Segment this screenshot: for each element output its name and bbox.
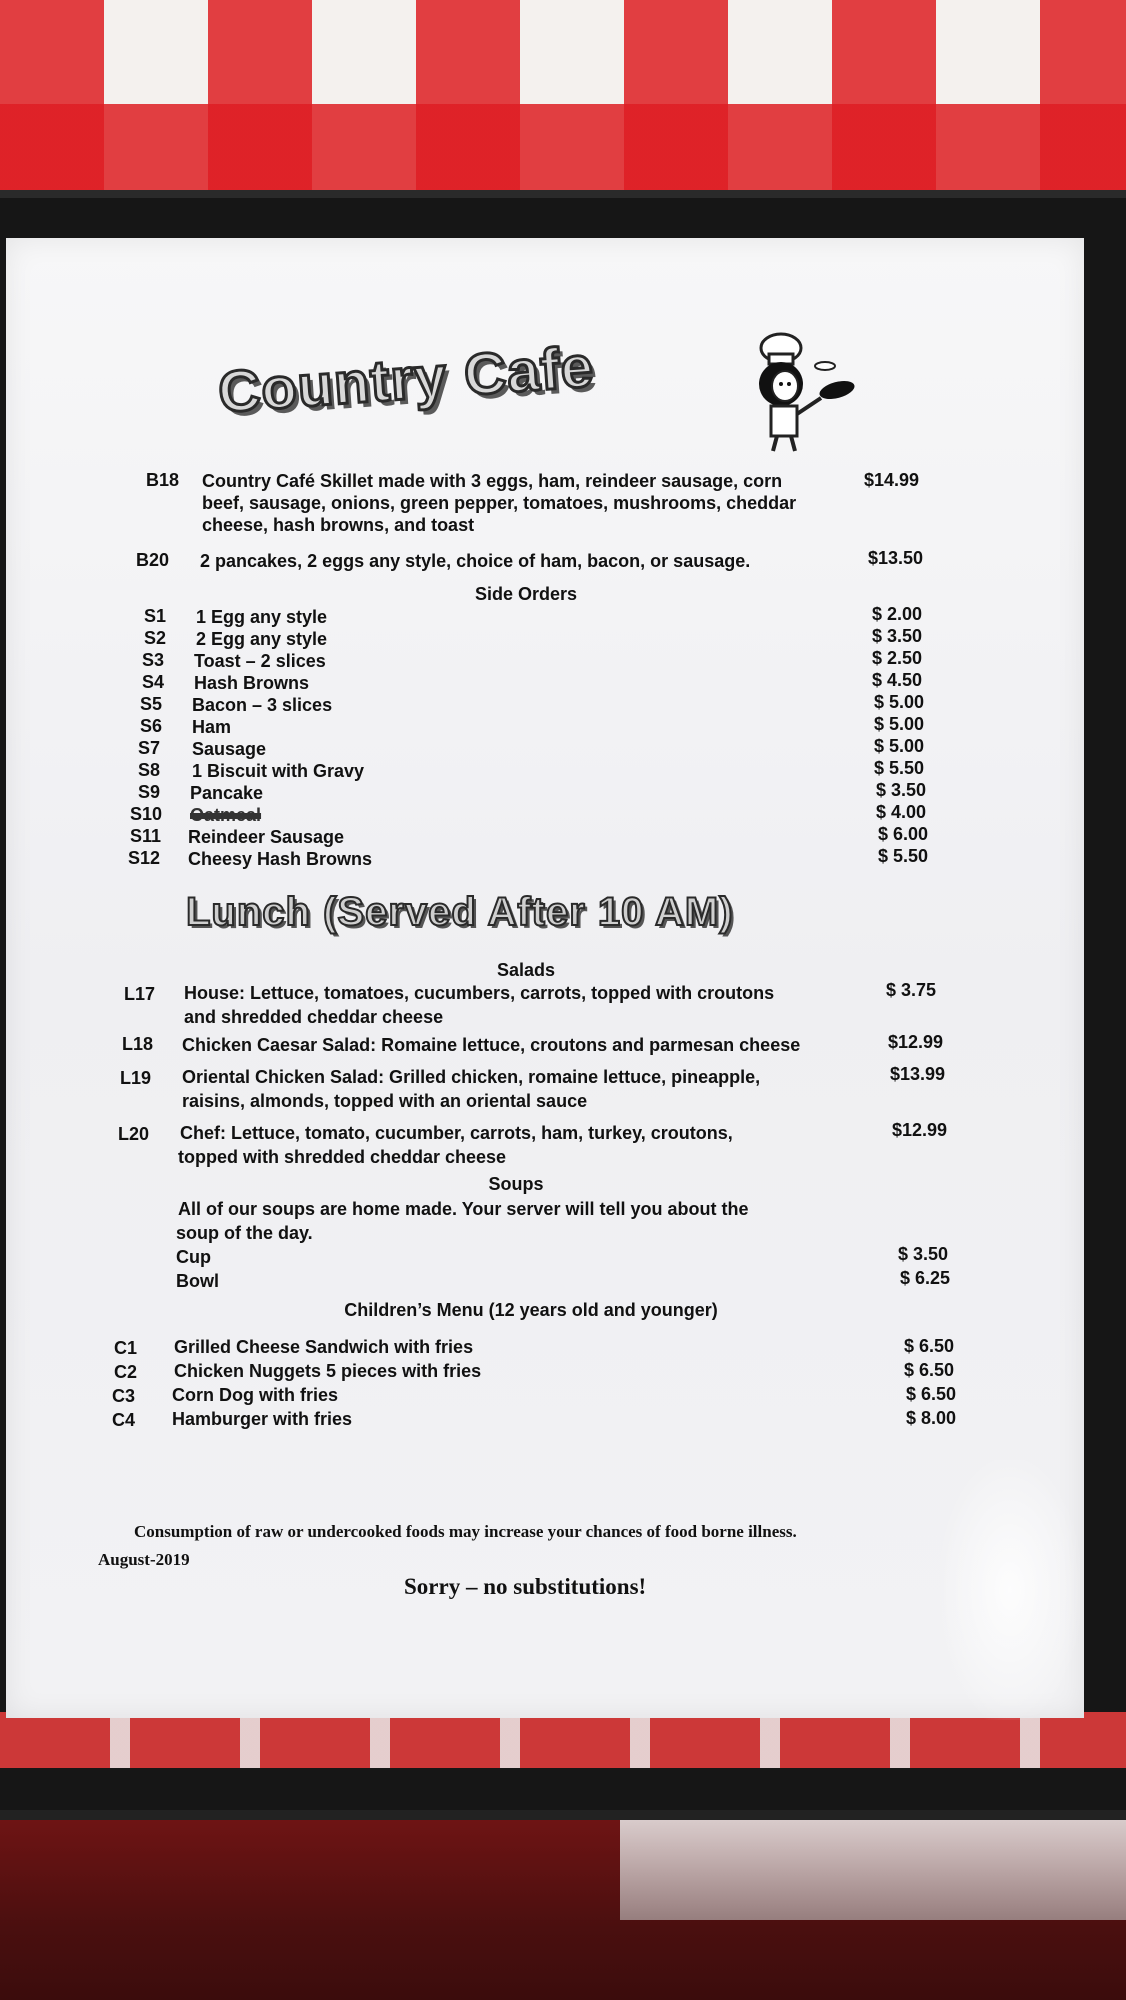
item-code-b18: B18 (146, 470, 180, 490)
salad-price-l20: $12.99 (892, 1120, 948, 1140)
salad-price-l17: $ 3.75 (886, 980, 937, 1000)
salad-code-l17: L17 (124, 984, 156, 1004)
side-price: $ 3.50 (876, 780, 927, 800)
side-price: $ 5.00 (874, 714, 925, 734)
item-price-b20: $13.50 (868, 548, 924, 568)
side-price: $ 6.00 (878, 824, 929, 844)
side-price: $ 2.50 (872, 648, 923, 668)
side-code: S12 (128, 848, 161, 868)
child-price: $ 6.50 (906, 1384, 957, 1404)
menu-date: August-2019 (98, 1550, 190, 1569)
salad-desc-l20-line1: Chef: Lettuce, tomato, cucumber, carrots, ham, turkey, croutons, (180, 1123, 733, 1143)
side-name: Reindeer Sausage (188, 827, 345, 847)
side-price: $ 5.00 (874, 692, 925, 712)
side-price: $ 5.50 (874, 758, 925, 778)
side-name: 1 Biscuit with Gravy (192, 761, 365, 781)
soup-size: Bowl (176, 1271, 219, 1291)
side-name: Cheesy Hash Browns (188, 849, 373, 869)
child-name: Corn Dog with fries (172, 1385, 338, 1405)
side-code: S11 (130, 826, 162, 846)
side-code: S7 (138, 738, 161, 758)
salad-desc-l19-line2: raisins, almonds, topped with an oriental sauce (182, 1091, 588, 1111)
side-name: Bacon – 3 slices (192, 695, 333, 715)
food-safety-warning: Consumption of raw or undercooked foods may increase your chances of food borne illness. (134, 1522, 797, 1541)
side-name-struck: Oatmeal (190, 805, 262, 825)
salad-code-l19: L19 (120, 1068, 152, 1088)
child-code: C3 (112, 1386, 136, 1406)
salad-price-l19: $13.99 (890, 1064, 946, 1084)
side-price: $ 4.00 (876, 802, 927, 822)
side-price: $ 3.50 (872, 626, 923, 646)
side-name: Ham (192, 717, 232, 737)
salad-desc-l17-line2: and shredded cheddar cheese (184, 1007, 444, 1027)
side-price: $ 2.00 (872, 604, 923, 624)
side-code: S6 (140, 716, 163, 736)
side-price: $ 5.50 (878, 846, 929, 866)
soup-price: $ 6.25 (900, 1268, 951, 1288)
item-price-b18: $14.99 (864, 470, 920, 490)
child-code: C2 (114, 1362, 138, 1382)
item-desc-b18-line3: cheese, hash browns, and toast (202, 515, 475, 535)
side-code: S5 (140, 694, 163, 714)
side-name: Toast – 2 slices (194, 651, 326, 671)
side-code: S8 (138, 760, 161, 780)
side-name: Pancake (190, 783, 264, 803)
item-code-b20: B20 (136, 550, 170, 570)
chef-logo-icon (741, 326, 861, 456)
menu-holder-strip (0, 1712, 1126, 1768)
salad-price-l18: $12.99 (888, 1032, 944, 1052)
children-menu-heading: Children’s Menu (12 years old and younger) (344, 1300, 718, 1320)
side-code: S9 (138, 782, 161, 802)
side-name: Hash Browns (194, 673, 310, 693)
soups-desc-line2: soup of the day. (176, 1223, 313, 1243)
child-price: $ 6.50 (904, 1360, 955, 1380)
side-code: S3 (142, 650, 165, 670)
side-code: S2 (144, 628, 167, 648)
salad-code-l18: L18 (122, 1034, 154, 1054)
child-price: $ 8.00 (906, 1408, 957, 1428)
side-name: Sausage (192, 739, 267, 759)
child-name: Grilled Cheese Sandwich with fries (174, 1337, 474, 1357)
side-code: S4 (142, 672, 165, 692)
salad-code-l20: L20 (118, 1124, 150, 1144)
side-price: $ 5.00 (874, 736, 925, 756)
child-name: Hamburger with fries (172, 1409, 353, 1429)
side-code: S1 (144, 606, 167, 626)
side-orders-heading: Side Orders (474, 584, 578, 604)
no-substitutions-note: Sorry – no substitutions! (404, 1574, 647, 1599)
side-name: 2 Egg any style (196, 629, 328, 649)
child-price: $ 6.50 (904, 1336, 955, 1356)
child-code: C4 (112, 1410, 136, 1430)
child-code: C1 (114, 1338, 138, 1358)
soup-size: Cup (176, 1247, 211, 1267)
salad-desc-l19-line1: Oriental Chicken Salad: Grilled chicken, romaine lettuce, pineapple, (182, 1067, 761, 1087)
item-desc-b18-line1: Country Café Skillet made with 3 eggs, ham, reindeer sausage, corn (202, 471, 783, 491)
menu-page (6, 238, 1084, 1718)
salad-desc-l17-line1: House: Lettuce, tomatoes, cucumbers, carrots, topped with croutons (184, 983, 775, 1003)
item-desc-b18-line2: beef, sausage, onions, green pepper, tomatoes, mushrooms, cheddar (202, 493, 797, 513)
child-name: Chicken Nuggets 5 pieces with fries (174, 1361, 482, 1381)
salads-heading: Salads (496, 960, 556, 980)
salad-desc-l20-line2: topped with shredded cheddar cheese (178, 1147, 507, 1167)
item-desc-b20: 2 pancakes, 2 eggs any style, choice of ham, bacon, or sausage. (200, 551, 751, 571)
salad-desc-l18: Chicken Caesar Salad: Romaine lettuce, croutons and parmesan cheese (182, 1035, 801, 1055)
side-code: S10 (130, 804, 163, 824)
lunch-title: Lunch (Served After 10 AM) (186, 890, 734, 934)
soups-heading: Soups (488, 1174, 544, 1194)
soup-price: $ 3.50 (898, 1244, 949, 1264)
side-name: 1 Egg any style (196, 607, 328, 627)
cafe-title: Country Cafe (216, 333, 596, 426)
soups-desc-line1: All of our soups are home made. Your server will tell you about the (178, 1199, 749, 1219)
side-price: $ 4.50 (872, 670, 923, 690)
